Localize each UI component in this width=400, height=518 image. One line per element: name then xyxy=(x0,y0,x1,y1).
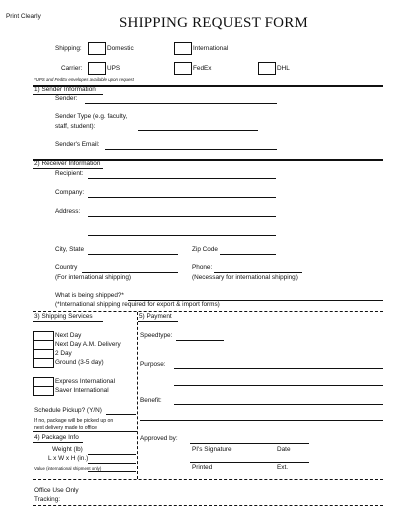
company-field[interactable] xyxy=(88,197,276,198)
package-heading: 4) Package Info xyxy=(34,434,79,441)
address-field-2[interactable] xyxy=(88,235,276,236)
pickup-label: Schedule Pickup? (Y/N) xyxy=(34,407,102,414)
print-clearly-note: Print Clearly xyxy=(6,13,41,20)
country-field[interactable] xyxy=(82,272,178,273)
heading-underline xyxy=(33,442,83,443)
approved-by-label: Approved by: xyxy=(140,435,178,442)
carrier-label: Carrier: xyxy=(61,65,83,72)
value-label: Value (international shipment only) xyxy=(34,466,102,471)
section-divider xyxy=(33,431,137,432)
company-label: Company: xyxy=(55,189,85,196)
sender-label: Sender: xyxy=(55,95,78,102)
zip-field[interactable] xyxy=(220,254,276,255)
pickup-field[interactable] xyxy=(106,414,136,415)
section-divider xyxy=(33,505,383,506)
ups-label: UPS xyxy=(107,65,121,72)
recipient-label: Recipient: xyxy=(55,170,84,177)
address-field-1[interactable] xyxy=(88,216,276,217)
city-state-label: City, State xyxy=(55,246,85,253)
country-label: Country xyxy=(55,264,78,271)
service-option: Express International xyxy=(55,378,116,385)
speedtype-field[interactable] xyxy=(176,340,224,341)
office-use-label: Office Use Only xyxy=(34,487,79,494)
printed-field[interactable] xyxy=(190,462,309,463)
pi-signature-label: PI's Signature xyxy=(192,446,232,453)
sender-email-label: Sender's Email: xyxy=(55,141,100,148)
services-heading: 3) Shipping Services xyxy=(34,313,93,320)
dhl-checkbox[interactable] xyxy=(258,62,276,75)
fedex-label: FedEx xyxy=(193,65,212,72)
service-option: Next Day xyxy=(55,332,82,339)
service-option: Next Day A.M. Delivery xyxy=(55,341,121,348)
zip-label: Zip Code xyxy=(192,246,218,253)
service-option: Ground (3-5 day) xyxy=(55,359,104,366)
column-divider xyxy=(137,312,138,479)
international-label: International xyxy=(193,45,229,52)
purpose-field-2[interactable] xyxy=(174,385,383,386)
ups-checkbox[interactable] xyxy=(88,62,106,75)
domestic-label: Domestic xyxy=(107,45,134,52)
sender-heading: 1) Sender Information xyxy=(34,86,96,93)
date-label: Date xyxy=(277,446,291,453)
saver-intl-checkbox[interactable] xyxy=(33,386,54,396)
weight-label: Weight (lb) xyxy=(52,446,83,453)
phone-field[interactable] xyxy=(214,272,302,273)
sender-type-field[interactable] xyxy=(138,130,258,131)
purpose-field-1[interactable] xyxy=(174,368,383,369)
service-option: Saver International xyxy=(55,387,109,394)
service-option: 2 Day xyxy=(55,350,72,357)
purpose-label: Purpose: xyxy=(140,361,166,368)
tracking-label: Tracking: xyxy=(34,496,61,503)
sender-type-label-1: Sender Type (e.g. faculty, xyxy=(55,113,128,120)
benefit-label: Benefit: xyxy=(140,397,162,404)
dims-label: L x W x H (in.) xyxy=(48,455,89,462)
benefit-field-2[interactable] xyxy=(140,420,383,421)
pickup-note-2: next delivery made to office xyxy=(34,425,98,431)
international-checkbox[interactable] xyxy=(174,42,192,55)
printed-label: Printed xyxy=(192,464,213,471)
speedtype-label: Speedtype: xyxy=(140,332,173,339)
phone-label: Phone: xyxy=(192,264,213,271)
heading-underline xyxy=(33,321,103,322)
envelope-note: *UPS and FedEx envelopes available upon request xyxy=(34,77,134,82)
phone-note: (Necessary for international shipping) xyxy=(192,274,298,281)
address-label: Address: xyxy=(55,208,81,215)
benefit-field-1[interactable] xyxy=(174,404,383,405)
city-state-field[interactable] xyxy=(88,254,178,255)
dhl-label: DHL xyxy=(277,65,290,72)
heading-underline xyxy=(33,168,103,169)
pickup-note-1: If no, package will be picked up on xyxy=(34,418,114,424)
fedex-checkbox[interactable] xyxy=(174,62,192,75)
section-divider xyxy=(33,479,383,480)
payment-heading: 5) Payment xyxy=(139,313,172,320)
sender-field[interactable] xyxy=(85,103,277,104)
ext-label: Ext. xyxy=(277,464,289,471)
receiver-heading: 2) Receiver Information xyxy=(34,160,101,167)
section-divider xyxy=(33,311,383,312)
recipient-field[interactable] xyxy=(88,178,276,179)
shipped-note: (*International shipping required for export & import forms) xyxy=(55,301,220,308)
domestic-checkbox[interactable] xyxy=(88,42,106,55)
sender-email-field[interactable] xyxy=(105,149,277,150)
weight-field[interactable] xyxy=(88,454,136,455)
country-note: (For international shipping) xyxy=(55,274,132,281)
sender-type-label-2: staff, student): xyxy=(55,123,96,130)
ground-checkbox[interactable] xyxy=(33,358,54,368)
signature-field[interactable] xyxy=(190,443,309,444)
shipping-label: Shipping: xyxy=(55,45,82,52)
value-field[interactable] xyxy=(88,471,136,472)
dims-field[interactable] xyxy=(88,463,136,464)
page-title: SHIPPING REQUEST FORM xyxy=(119,15,308,31)
shipped-label: What is being shipped?* xyxy=(55,292,124,299)
heading-underline xyxy=(138,321,178,322)
